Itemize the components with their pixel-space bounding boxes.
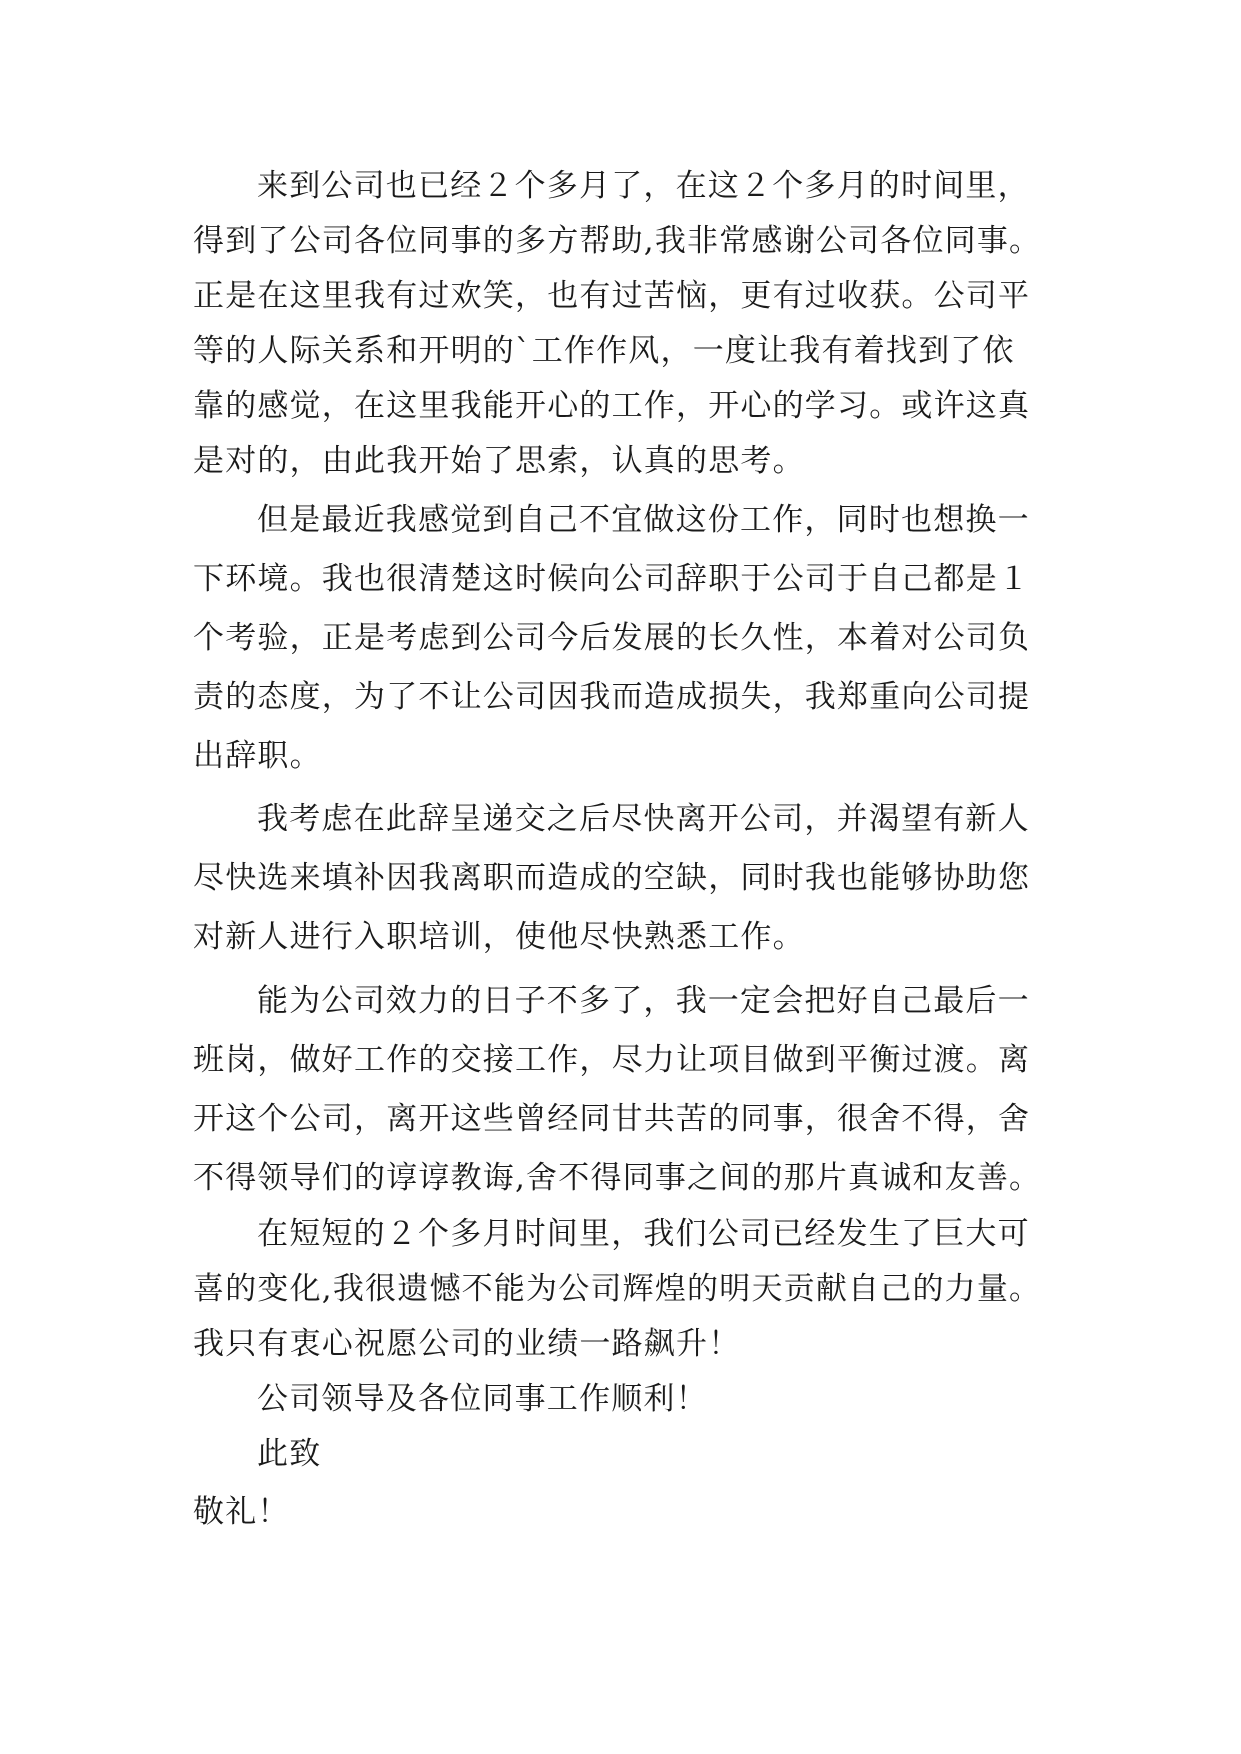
paragraph-2-line-3: 个考验，正是考虑到公司今后发展的长久性，本着对公司负: [193, 620, 1031, 656]
paragraph-3-line-2: 尽快选来填补因我离职而造成的空缺，同时我也能够协助您: [193, 860, 1031, 896]
closing-salutation: 此致: [257, 1436, 322, 1472]
closing-regards: 敬礼！: [193, 1494, 290, 1530]
paragraph-5-line-3: 我只有衷心祝愿公司的业绩一路飙升！: [193, 1326, 741, 1362]
paragraph-5-line-1: 在短短的２个多月时间里，我们公司已经发生了巨大可: [257, 1216, 1030, 1252]
paragraph-4-line-1: 能为公司效力的日子不多了，我一定会把好自己最后一: [257, 983, 1030, 1019]
paragraph-4-line-4: 不得领导们的谆谆教诲,舍不得同事之间的那片真诚和友善。: [193, 1160, 1042, 1196]
paragraph-2-line-2: 下环境。我也很清楚这时候向公司辞职于公司于自己都是１: [193, 561, 1031, 597]
paragraph-1-line-1: 来到公司也已经２个多月了，在这２个多月的时间里，: [257, 168, 1030, 204]
paragraph-3-line-3: 对新人进行入职培训，使他尽快熟悉工作。: [193, 919, 805, 955]
paragraph-1-line-4: 等的人际关系和开明的`工作作风，一度让我有着找到了依: [193, 333, 1015, 369]
paragraph-3-line-1: 我考虑在此辞呈递交之后尽快离开公司，并渴望有新人: [257, 801, 1030, 837]
paragraph-1-line-5: 靠的感觉，在这里我能开心的工作，开心的学习。或许这真: [193, 388, 1031, 424]
paragraph-5-line-2: 喜的变化,我很遗憾不能为公司辉煌的明天贡献自己的力量。: [193, 1271, 1042, 1307]
paragraph-4-line-2: 班岗，做好工作的交接工作，尽力让项目做到平衡过渡。离: [193, 1042, 1031, 1078]
paragraph-2-line-5: 出辞职。: [193, 738, 322, 774]
paragraph-2-line-4: 责的态度，为了不让公司因我而造成损失，我郑重向公司提: [193, 679, 1031, 715]
paragraph-2-line-1: 但是最近我感觉到自己不宜做这份工作，同时也想换一: [257, 502, 1030, 538]
paragraph-1-line-2: 得到了公司各位同事的多方帮助,我非常感谢公司各位同事。: [193, 223, 1042, 259]
paragraph-1-line-6: 是对的，由此我开始了思索，认真的思考。: [193, 443, 805, 479]
closing-wish: 公司领导及各位同事工作顺利！: [257, 1381, 708, 1417]
paragraph-1-line-3: 正是在这里我有过欢笑，也有过苦恼，更有过收获。公司平: [193, 278, 1031, 314]
paragraph-4-line-3: 开这个公司，离开这些曾经同甘共苦的同事，很舍不得，舍: [193, 1101, 1031, 1137]
